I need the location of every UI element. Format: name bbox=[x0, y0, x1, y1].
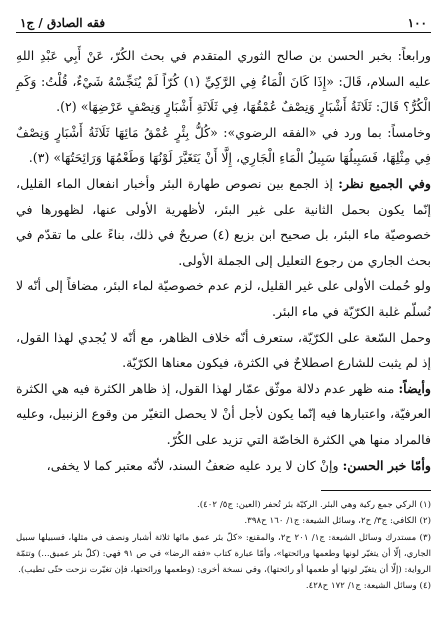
paragraph-text: ورابعاً: بخبر الحسن بن صالح الثوري المتقدم في بحث الكُرّ، عَنْ أَبِي عَبْدِ اللهِ عليه السلام، قَالَ: «إِذَا كَانَ الْمَاءُ فِي الرَّكِيِّ (١) كُرّاً لَمْ يُنَجِّسْهُ شَيْءٌ، قُلْتُ: وَكَمِ الْكُرُّ؟ قَالَ: ثَلَاثَةُ أَشْبَارٍ وَنِصْفٌ عُمْقُهَا، فِي ثَلَاثَةِ أَشْبَارٍ وَنِصْفٍ عَرْضِهَا» (٢). bbox=[16, 48, 432, 115]
footnote-divider bbox=[321, 490, 431, 491]
paragraph-2 bbox=[16, 120, 431, 171]
paragraph-4 bbox=[16, 273, 431, 324]
footnote-3: (٣) مستدرك وسائل الشيعة: ج١/ ٢٠١ ح٢، والمقنع: «كلّ بئر عمق مائها ثلاثة أشبار ونصف في مثلها، فسبيلها سبيل الجاري، إلّا أن يتغيّر لونها وطعمها ورائحتها»، وأمّا عبارة كتاب «فقه الرضا» في ص ٩١ فهي: (كلّ بئر عميق...) وتتمّة الرواية: (إلّا أن يتغيّر لونها أو طعمها أو رائحتها)، وفي نسخة أخرى: (وطعمها ورائحتها، فإن تغيّرت نزحت حتّى تطيب). bbox=[16, 532, 431, 575]
footnote-4: (٤) وسائل الشيعة: ج١/ ١٧٢ ح٤٢٨. bbox=[305, 581, 431, 592]
paragraph-text: منه ظهر عدم دلالة موثّق عمّار لهذا القول، إذ ظاهر الكثرة فيه هي الكثرة العرفيّة، واعتبارها فيه إنّما يكون لأجل أنْ لا يحصل التغيّر من وقوع الزنبيل، وعليه فالمراد منها هي الكثرة الخاصّة التي تزيد على الكُرّ. bbox=[16, 380, 431, 447]
paragraph-text: وخامساً: بما ورد في «الفقه الرضوي»: «كُلُّ بِئْرٍ عُمْقُ مَائِهَا ثَلَاثَةُ أَشْبَارٍ وَنِصْفٌ فِي مِثْلِهَا، فَسَبِيلُهَا سَبِيلُ الْمَاءِ الْجَارِي، إِلَّا أَنْ يَتَغَيَّرَ لَوْنُهَا وَطَعْمُهَا وَرَائِحَتُهَا» (٣). bbox=[16, 124, 431, 166]
paragraph-7 bbox=[16, 453, 431, 479]
page-number: ١٠٠ bbox=[407, 16, 427, 30]
footnote-2: (٢) الكافي: ج٣/ ح٢، وسائل الشيعة: ج١/ ١٦٠ ح٣٩٨. bbox=[244, 516, 431, 527]
paragraph-lead: وأمّا خبر الحسن: bbox=[342, 457, 431, 473]
footnote-1: (١) الركي جمع ركية وهي البئر. الركيّة بئر تُحفر (العين: ج٥/ ٤٠٢). bbox=[196, 500, 431, 511]
paragraph-text: وحمل السّعة على الكرّيّة، ستعرف أنّه خلاف الظاهر، مع أنّه لا يُجدي لهذا القول، إذ لم يثبت للشارع اصطلاحٌ في الكثرة، فيكون معناها الكرّيّة. bbox=[16, 329, 431, 371]
page-header bbox=[16, 10, 431, 32]
paragraph-text: وإنْ كان لا يرد عليه ضعفُ السند، لأنّه معتبر كما لا يخفى، bbox=[46, 457, 343, 473]
header-divider bbox=[16, 32, 431, 33]
paragraph-lead: وأيضاً: bbox=[398, 380, 431, 396]
paragraph-3 bbox=[16, 171, 431, 273]
paragraph-lead: وفي الجميع نظر: bbox=[338, 175, 431, 191]
paragraph-6 bbox=[16, 376, 431, 453]
body-text bbox=[16, 43, 431, 478]
paragraph-text: ولو حُملت الأولى على غير القليل، لزم عدم خصوصيّة لماء البئر، مضافاً إلى أنّه لا نُسلّم غلبة الكرّيّة في ماء البئر. bbox=[16, 278, 431, 319]
paragraph-1 bbox=[16, 43, 431, 120]
paragraph-5 bbox=[16, 325, 431, 376]
running-title: فقه الصادق / ج١ bbox=[20, 16, 106, 30]
footnotes bbox=[16, 497, 431, 594]
paragraph-text: إذ الجمع بين نصوص طهارة البئر وأخبار انفعال الماء القليل، إنّما يكون بحمل الثانية على غير البئر، لأظهرية الأولى عنها، لظهورها في خصوصيّة ماء البئر، بل صحيح ابن بزيع (٤) صريحٌ في ذلك، بناءً على ما تقدّم في بحث الجاري من رجوع التعليل إلى الجملة الأولى. bbox=[16, 175, 431, 268]
